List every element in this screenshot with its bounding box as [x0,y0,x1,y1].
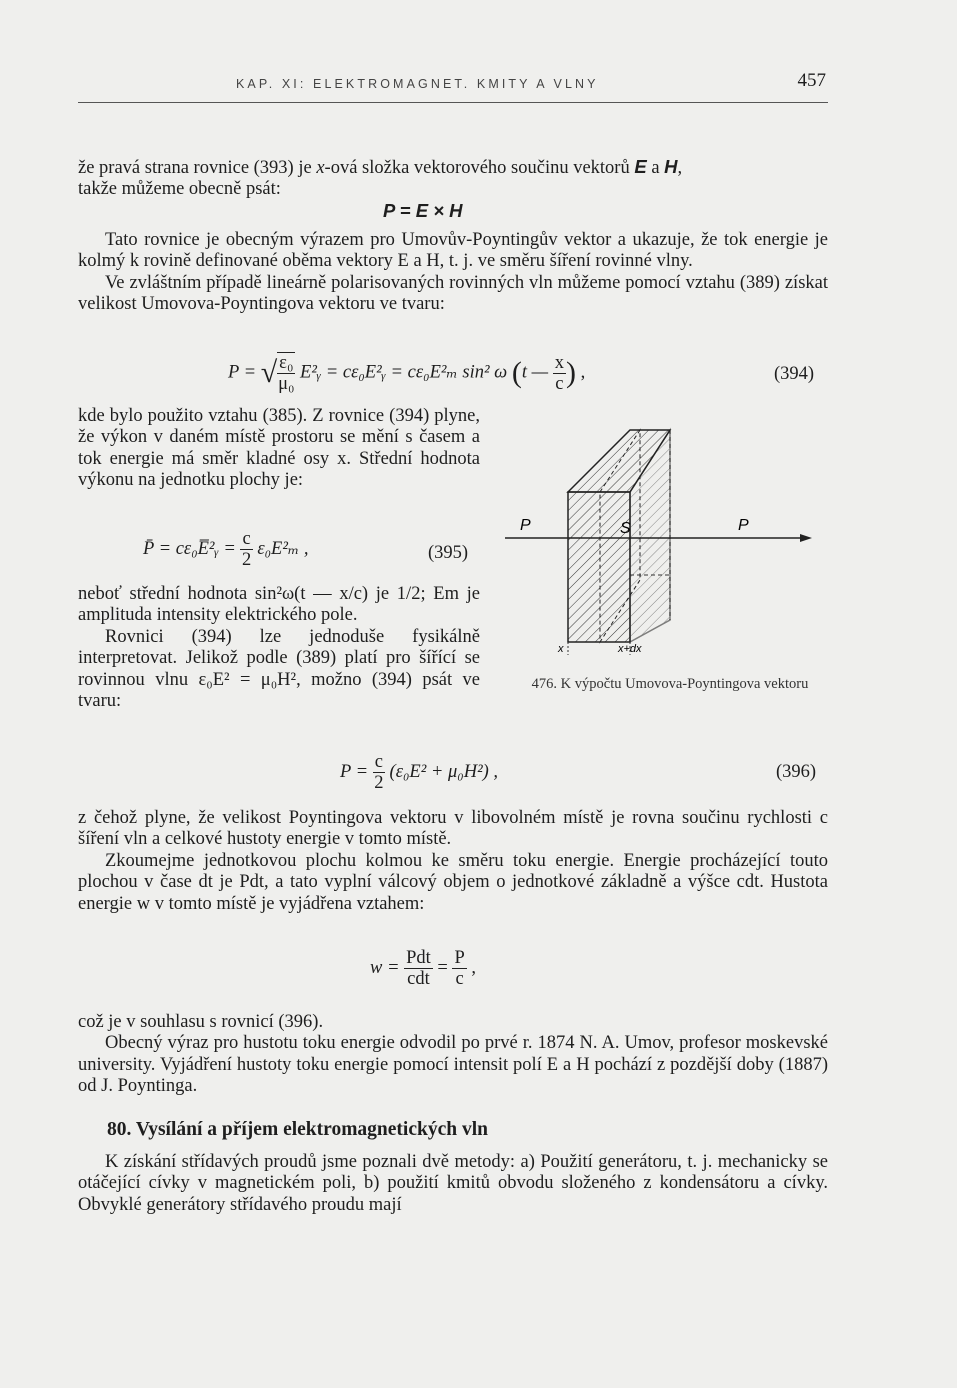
equation-cross-product: P = E × H [383,200,463,221]
front-face [568,492,630,642]
running-title: KAP. XI: ELEKTROMAGNET. KMITY A VLNY [236,77,599,91]
equation-number-395: (395) [428,543,469,563]
equation-396: P = $\frac{c}{2}$ (ε₀E² + μ₀H²) , [340,752,499,793]
label-p-left: P [520,517,531,534]
equation-number-396: (396) [776,762,817,782]
paragraph-velocity: z čehož plyne, že velikost Poyntingova vektoru v libovolném místě je rovna součinu rychlosti c šíření vln a celkové hustoty energie v tomto místě. Zkoumejme jednotkovou plochu kolmou ke směru toku energie. Energie procházející touto plochou v čase dt je Pdt, a tato vyplní válcový objem o jednotkové základně a výšce cdt. Hustota energie w v tomto místě je vyjádřena vztahem: [78,808,828,914]
label-x-dx: x+dx [618,643,642,655]
equation-394: P = √ $\frac{\text{ε₀}}{\text{μ₀}}$ E²ᵧ = cε₀E²ᵧ = cε₀E²ₘ sin² ω (t — $\frac{x}{c}$ ) , [228,352,586,394]
paragraph-power: kde bylo použito vztahu (385). Z rovnice (394) plyne, že výkon v daném místě prostoru se mění s časem a tok energie má směr kladné osy x. Střední hodnota výkonu na jednotku plochy je: [78,406,480,491]
label-s: S [620,520,631,537]
figure-caption: 476. K výpočtu Umovova-Poyntingova vektoru [531,676,809,692]
paragraph-umov: což je v souhlasu s rovnicí (396). Obecný výraz pro hustotu toku energie odvodil po prvé r. 1874 N. A. Umov, profesor moskevské university. Vyjádření hustoty toku energie pomocí intensit polí E a H pochází z pozdější doby (1887) od J. Poyntinga. [78,1012,828,1097]
label-p-right: P [738,517,749,534]
paragraph-intro: že pravá strana rovnice (393) je x-ová složka vektorového součinu vektorů E a H, takže můžeme obecně psát: [78,156,683,200]
axis-arrow [800,534,812,542]
equation-energy-density: w = $\frac{\text{Pdt}}{\text{cdt}}$ = $\frac{P}{c}$ , [370,948,476,989]
header-rule [78,102,828,103]
figure-476 [500,420,830,665]
page-header [78,70,828,104]
section-heading: 80. Vysílání a příjem elektromagnetických vln [107,1119,488,1140]
equation-395: P̄ = cε₀E̅²ᵧ = $\frac{c}{2}$ ε₀E²ₘ , [143,529,309,570]
equation-number-394: (394) [774,364,815,384]
label-x: x [558,643,564,655]
page-number: 457 [797,70,826,91]
paragraph-mean: neboť střední hodnota sin²ω(t — x/c) je 1/2; Em je amplituda intensity elektrického pole. Rovnici (394) lze jednoduše fysikálně interpretovat. Jelikož podle (389) platí pro šířící se rovinnou vlnu ε₀E² = μ₀H², možno (394) psát ve tvaru: [78,584,480,712]
paragraph-poynting: Tato rovnice je obecným výrazem pro Umovův-Poyntingův vektor a ukazuje, že tok energie je kolmý k rovině definované oběma vektory E a H, t. j. ve směru šíření rovinné vlny. Ve zvláštním případě lineárně polarisovaných rovinných vln můžeme pomocí vztahu (389) získat velikost Umovova-Poyntingova vektoru ve tvaru: [78,230,828,315]
paragraph-generators: K získání střídavých proudů jsme poznali dvě metody: a) Použití generátoru, t. j. mechanicky se otáčející cívky v magnetickém poli, b) použití kmitů obvodu složeného z kondensátoru a cívky. Obvyklé generátory střídavého proudu mají [78,1152,828,1215]
